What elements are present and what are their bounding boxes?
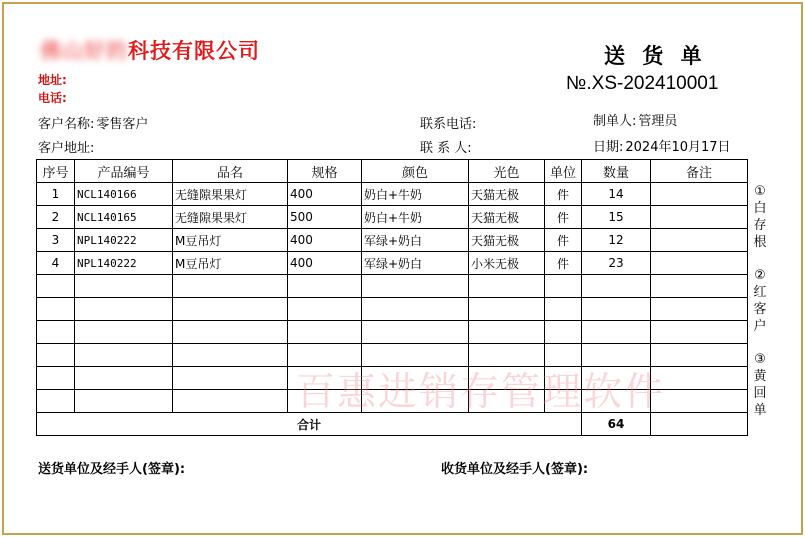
col-header: 品名	[173, 160, 288, 183]
col-header: 颜色	[362, 160, 469, 183]
table-row	[37, 183, 748, 206]
phone-label: 电话:	[38, 91, 67, 105]
cell-spec: 400	[288, 252, 362, 275]
customer-name-label: 客户名称:	[38, 117, 95, 132]
cell-qty: 15	[582, 206, 651, 229]
customer-name-row	[38, 113, 148, 132]
maker-row	[593, 110, 677, 129]
cell-code: NCL140165	[75, 206, 173, 229]
cell-code: NPL140222	[75, 252, 173, 275]
date-value: 2024年10月17日	[625, 140, 731, 155]
cell-note	[651, 183, 748, 206]
cell-color: 军绿+奶白	[362, 229, 469, 252]
customer-addr-row	[38, 137, 96, 156]
cell-name: 无缝隙果果灯	[173, 183, 288, 206]
total-label: 合计	[37, 413, 582, 436]
cell-unit: 件	[545, 229, 582, 252]
table-row	[37, 252, 748, 275]
receiver-signature-label: 收货单位及经手人(签章):	[441, 462, 589, 477]
table-header-row	[37, 160, 748, 183]
maker-label: 制单人:	[593, 114, 637, 129]
document-title: 送 货 单	[604, 43, 707, 68]
cell-name: M豆吊灯	[173, 252, 288, 275]
cell-note	[651, 206, 748, 229]
col-header: 产品编号	[75, 160, 173, 183]
company-name-visible: 科技有限公司	[128, 38, 260, 63]
col-header: 光色	[469, 160, 545, 183]
cell-color: 奶白+牛奶	[362, 183, 469, 206]
software-watermark: 百惠进销存管理软件	[296, 370, 666, 415]
total-note	[651, 413, 748, 436]
col-header: 数量	[582, 160, 651, 183]
cell-spec: 400	[288, 229, 362, 252]
contact-label: 联 系 人:	[420, 141, 472, 156]
cell-no: 3	[37, 229, 75, 252]
cell-no: 1	[37, 183, 75, 206]
cell-light: 天猫无极	[469, 206, 545, 229]
company-name	[40, 35, 260, 65]
date-label: 日期:	[593, 140, 624, 155]
col-header: 规格	[288, 160, 362, 183]
cell-no: 4	[37, 252, 75, 275]
date-row	[593, 136, 731, 155]
cell-light: 小米无极	[469, 252, 545, 275]
customer-addr-label: 客户地址:	[38, 141, 95, 156]
cell-spec: 500	[288, 206, 362, 229]
cell-light: 天猫无极	[469, 229, 545, 252]
cell-no: 2	[37, 206, 75, 229]
col-header: 序号	[37, 160, 75, 183]
table-row-empty	[37, 321, 748, 344]
cell-note	[651, 229, 748, 252]
customer-name-value: 零售客户	[96, 117, 149, 132]
col-header: 备注	[651, 160, 748, 183]
cell-spec: 400	[288, 183, 362, 206]
contact-row	[420, 137, 474, 156]
cell-qty: 14	[582, 183, 651, 206]
cell-unit: 件	[545, 183, 582, 206]
cell-qty: 12	[582, 229, 651, 252]
col-header: 单位	[545, 160, 582, 183]
table-row-empty	[37, 275, 748, 298]
cell-unit: 件	[545, 206, 582, 229]
copy-red-label: ②红客户	[753, 268, 767, 334]
cell-code: NPL140222	[75, 229, 173, 252]
company-name-blurred: 佛山好的	[40, 38, 128, 63]
cell-note	[651, 252, 748, 275]
table-row	[37, 206, 748, 229]
table-row	[37, 229, 748, 252]
sender-signature-label: 送货单位及经手人(签章):	[38, 462, 186, 477]
maker-value: 管理员	[638, 114, 678, 129]
table-row-empty	[37, 298, 748, 321]
cell-light: 天猫无极	[469, 183, 545, 206]
cell-unit: 件	[545, 252, 582, 275]
cell-name: M豆吊灯	[173, 229, 288, 252]
cell-name: 无缝隙果果灯	[173, 206, 288, 229]
cell-color: 奶白+牛奶	[362, 206, 469, 229]
cell-color: 军绿+奶白	[362, 252, 469, 275]
cell-code: NCL140166	[75, 183, 173, 206]
total-qty: 64	[582, 413, 651, 436]
contact-phone-label: 联系电话:	[420, 117, 477, 132]
cell-qty: 23	[582, 252, 651, 275]
document-number: №.XS-202410001	[566, 73, 719, 94]
contact-phone-row	[420, 113, 478, 132]
copy-yellow-label: ③黄回单	[753, 352, 767, 418]
copy-white-label: ①白存根	[753, 184, 767, 250]
address-label: 地址:	[38, 73, 67, 87]
